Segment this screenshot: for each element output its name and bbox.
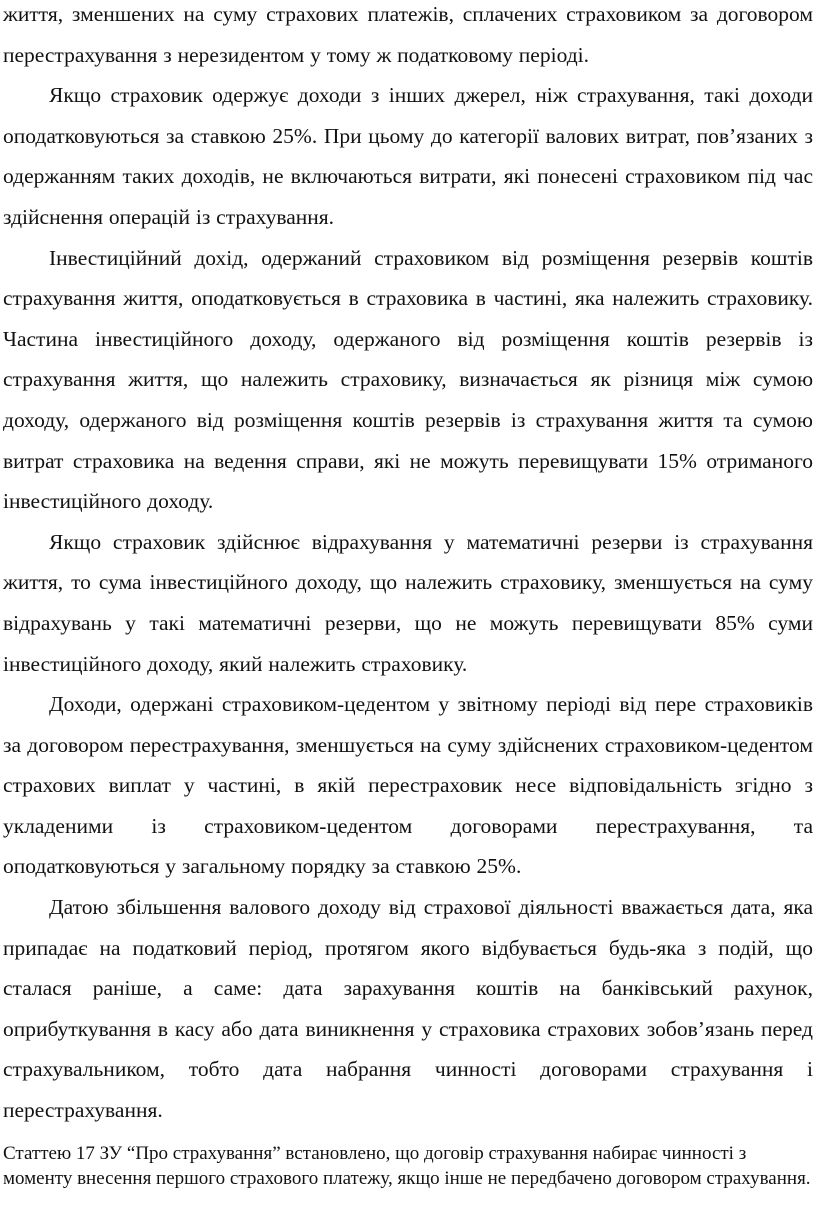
paragraph-math-reserves: Якщо страховик здійснює відрахування у математичні резерви із страхування життя, то сума інвестиційного доходу, що належить страховику, зменшується на суму відрахувань у такі математичні резерви, що не можуть перевищувати 85% суми інвестиційного доходу, який належить страховику. <box>3 529 813 676</box>
footnote-article-17: Статтею 17 ЗУ “Про страхування” встановлено, що договір страхування набирає чинності з моменту внесення першого страхового платежу, якщо інше не передбачено договором страхування. <box>3 1143 811 1189</box>
paragraph-income-date: Датою збільшення валового доходу від страхової діяльності вважається дата, яка припадає на податковий період, протягом якого відбувається будь-яка з подій, що сталася раніше, а саме: дата зарахування коштів на банківський рахунок, оприбуткування в касу або дата виникнення у страховика страхових зобов’язань перед страхувальником, тобто дата набрання чинності договорами страхування і перестрахування. <box>3 895 813 1123</box>
paragraph-investment-income: Інвестиційний дохід, одержаний страховиком від розміщення резервів коштів страхування життя, оподатковується в страховика в частині, яка належить страховику. Частина інвестиційного доходу, одержаного від розміщення коштів резервів із страхування життя, що належить страховику, визначається як різниця між сумою доходу, одержаного від розміщення коштів резервів із страхування життя та сумою витрат страховика на ведення справи, які не можуть перевищувати 15% отриманого інвестиційного доходу. <box>3 245 813 514</box>
paragraph-cedent-income: Доходи, одержані страховиком-цедентом у звітному періоді від пере страховиків за договором перестрахування, зменшується на суму здійснених страховиком-цедентом страхових виплат у частині, в якій перестраховик несе відповідальність згідно з укладеними із страховиком-цедентом договорами перестрахування, та оподатковуються у загальному порядку за ставкою 25%. <box>3 692 813 879</box>
paragraph-continuation: життя, зменшених на суму страхових платежів, сплачених страховиком за договором перестрахування з нерезидентом у тому ж податковому періоді. <box>3 2 813 67</box>
paragraph-other-income: Якщо страховик одержує доходи з інших джерел, ніж страхування, такі доходи оподатковуються за ставкою 25%. При цьому до категорії валових витрат, пов’язаних з одержанням таких доходів, не включаються витрати, які понесені страховиком під час здійснення операцій із страхування. <box>3 83 813 229</box>
